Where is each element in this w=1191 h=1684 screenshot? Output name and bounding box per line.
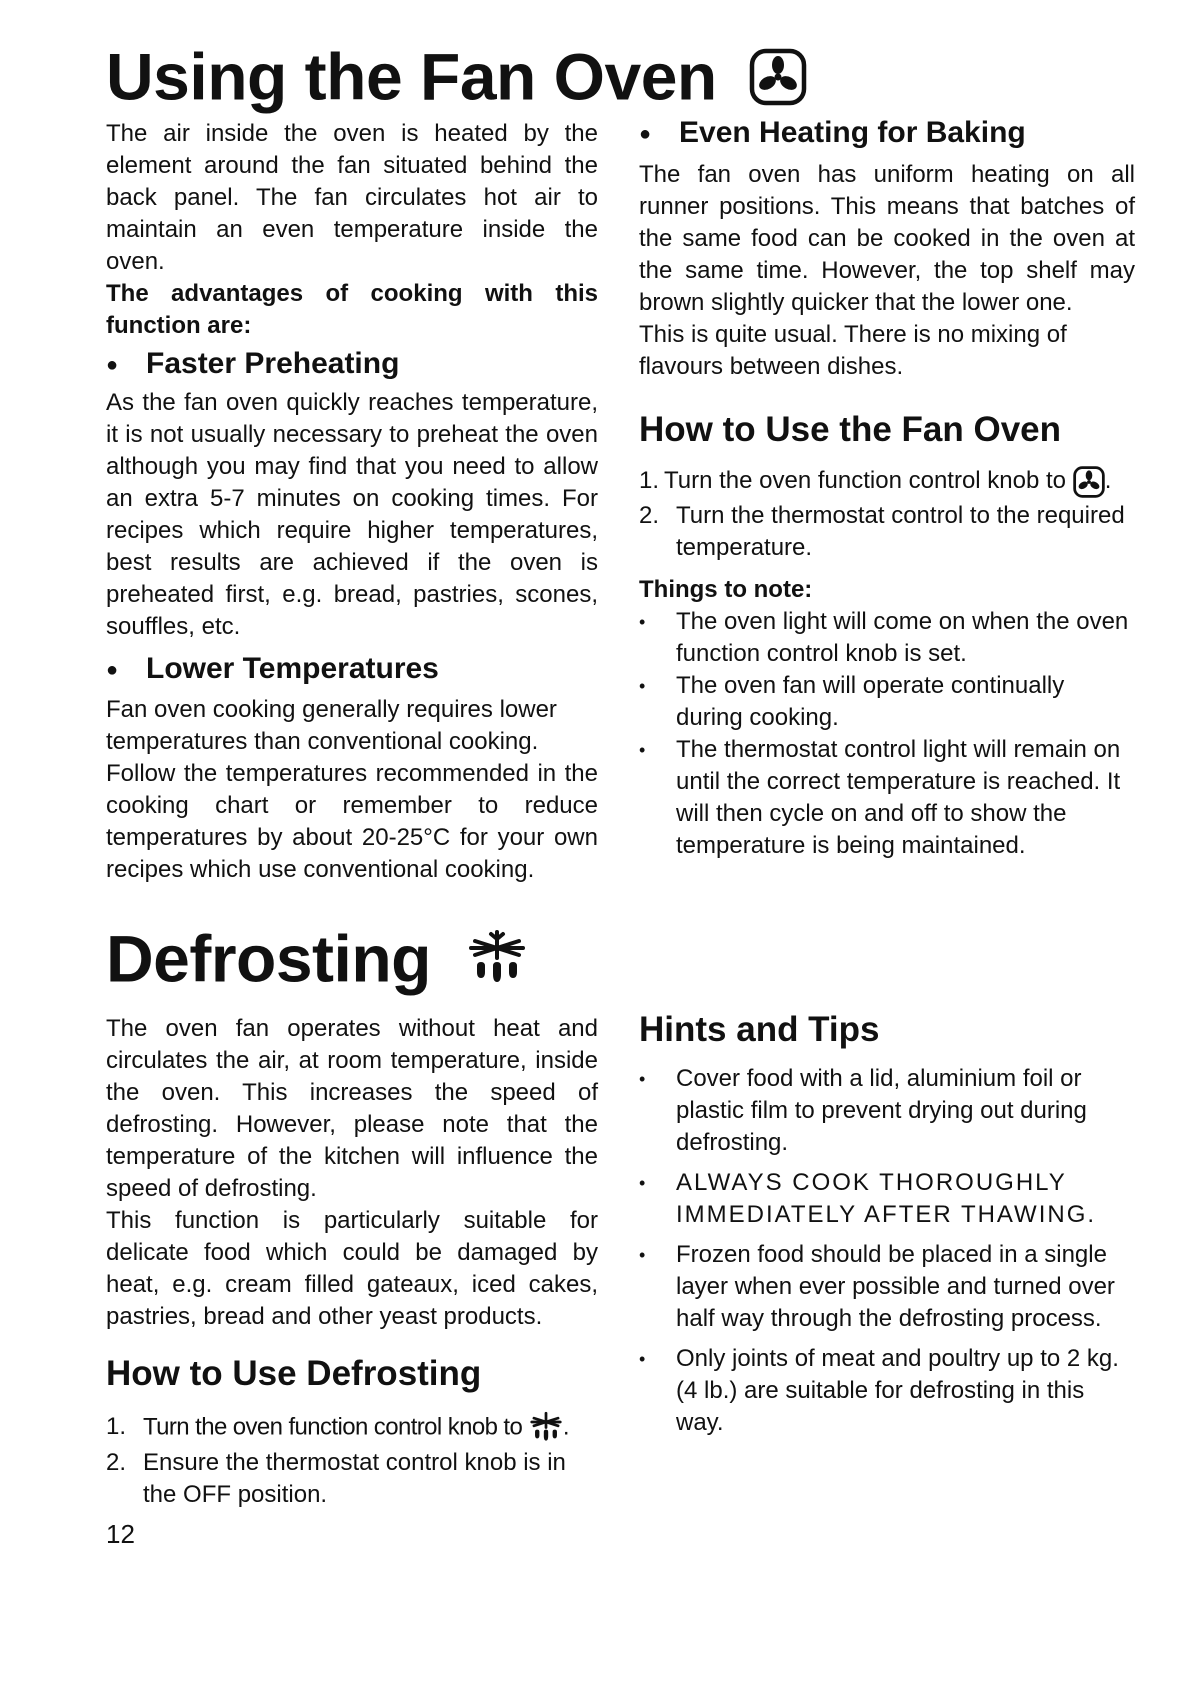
bullet-dot: • <box>639 675 646 696</box>
fan-oven-step-2 <box>639 500 1135 564</box>
page-number: 12 <box>106 1519 135 1549</box>
lower-temperatures-text-2: Follow the temperatures recommended in the cooking chart or remember to reduce temperatures by about 20-25°C for your own recipes which use conventional cooking. <box>106 760 598 884</box>
step-text: Turn the oven function control knob to <box>664 467 1067 495</box>
list-item <box>639 1063 1135 1159</box>
note-text: The oven light will come on when the oven function control knob is set. <box>676 607 1129 667</box>
faster-preheating-text: As the fan oven quickly reaches temperature, it is not usually necessary to preheat the oven although you may find that you need to allow an extra 5-7 minutes on cooking times. For recipes which require higher temperatures, best results are achieved if the oven is preheated first, e.g. bread, pastries, scones, souffles, etc. <box>106 389 598 641</box>
right-column <box>639 118 1135 862</box>
step-number: 2. <box>106 1449 127 1476</box>
left-column <box>106 118 598 886</box>
hint-text: ALWAYS COOK THOROUGHLY IMMEDIATELY AFTER THAWING. <box>676 1169 1097 1228</box>
defrosting-title-text: Defrosting <box>106 921 431 996</box>
faster-preheating-heading <box>106 343 598 386</box>
advantages-label: The advantages of cooking with this function are: <box>106 280 598 339</box>
faster-preheating-heading-text: Faster Preheating <box>146 347 400 380</box>
things-to-note-label: Things to note: <box>639 575 813 603</box>
step-text: Turn the thermostat control to the required temperature. <box>676 501 1125 561</box>
bullet-dot: • <box>639 1173 646 1193</box>
step-text: Ensure the thermostat control knob is in the OFF position. <box>143 1449 566 1508</box>
even-heating-text-2: This is quite usual. There is no mixing of flavours between dishes. <box>639 321 1067 381</box>
hints-list <box>639 1063 1135 1439</box>
note-text: The thermostat control light will remain on until the correct temperature is reached. It will then cycle on and off to show the temperature is being maintained. <box>676 735 1121 859</box>
step-end: . <box>1104 467 1112 495</box>
step-end: . <box>562 1413 570 1441</box>
bullet-dot: • <box>639 1349 646 1369</box>
defrosting-step-2 <box>106 1447 598 1511</box>
list-item <box>639 670 1135 734</box>
step-text: Turn the oven function control knob to <box>143 1413 523 1441</box>
bullet-dot: • <box>639 1069 646 1089</box>
defrosting-text-2: This function is particularly suitable for delicate food which could be damaged by heat, e.g. cream filled gateaux, iced cakes, pastries, bread and other yeast products. <box>106 1207 598 1330</box>
fan-oven-title-text: Using the Fan Oven <box>106 39 717 114</box>
hints-and-tips-heading: Hints and Tips <box>639 1010 880 1049</box>
fan-symbol-icon <box>749 48 807 106</box>
step-number: 1. <box>106 1413 127 1440</box>
fan-oven-title <box>106 28 807 120</box>
note-text: The oven fan will operate continually during cooking. <box>676 671 1065 731</box>
bullet-dot: • <box>639 1245 646 1265</box>
defrosting-text-1: The oven fan operates without heat and circulates the air, at room temperature, inside the oven. This increases the speed of defrosting. However, please note that the temperature of the kitchen will influence the speed of defrosting. <box>106 1015 598 1202</box>
lower-temperatures-heading-text: Lower Temperatures <box>146 652 439 686</box>
bullet-dot: ● <box>106 354 119 377</box>
even-heating-heading-text: Even Heating for Baking <box>679 116 1026 149</box>
step-number: 1. <box>639 467 660 495</box>
hint-text: Cover food with a lid, aluminium foil or plastic film to prevent drying out during defrosting. <box>676 1065 1087 1156</box>
fan-oven-intro: The air inside the oven is heated by the element around the fan situated behind the back panel. The fan circulates hot air to maintain an even temperature inside the oven. <box>106 120 598 275</box>
things-to-note-list <box>639 606 1135 862</box>
list-item <box>639 1343 1135 1439</box>
fan-oven-step-1 <box>639 465 1135 498</box>
even-heating-text-1: The fan oven has uniform heating on all runner positions. This means that batches of the same food can be cooked in the oven at the same time. However, the top shelf may brown slightly quicker that the lower one. <box>639 161 1135 317</box>
even-heating-heading <box>639 112 1135 155</box>
list-item <box>639 734 1135 862</box>
defrosting-title <box>106 910 527 1002</box>
list-item <box>639 606 1135 670</box>
list-item <box>639 1239 1135 1335</box>
step-number: 2. <box>639 501 660 529</box>
how-to-use-defrosting-heading: How to Use Defrosting <box>106 1354 482 1393</box>
hints-column <box>639 1007 1135 1439</box>
lower-temperatures-text-1: Fan oven cooking generally requires lower temperatures than conventional cooking. <box>106 696 557 756</box>
defrost-symbol-icon <box>467 928 527 990</box>
defrost-symbol-icon <box>529 1411 563 1445</box>
defrosting-left-column <box>106 1013 598 1511</box>
hint-text: Only joints of meat and poultry up to 2 kg. (4 lb.) are suitable for defrosting in this way. <box>676 1345 1119 1436</box>
lower-temperatures-heading <box>106 648 598 691</box>
list-item <box>639 1167 1135 1231</box>
bullet-dot: ● <box>639 123 652 146</box>
hint-text: Frozen food should be placed in a single layer when ever possible and turned over half way through the defrosting process. <box>676 1241 1115 1332</box>
fan-symbol-icon <box>1073 466 1105 498</box>
how-to-use-fan-oven-heading: How to Use the Fan Oven <box>639 410 1061 450</box>
bullet-dot: • <box>639 739 646 760</box>
defrosting-step-1 <box>106 1411 598 1445</box>
bullet-dot: ● <box>106 659 119 682</box>
bullet-dot: • <box>639 611 646 632</box>
